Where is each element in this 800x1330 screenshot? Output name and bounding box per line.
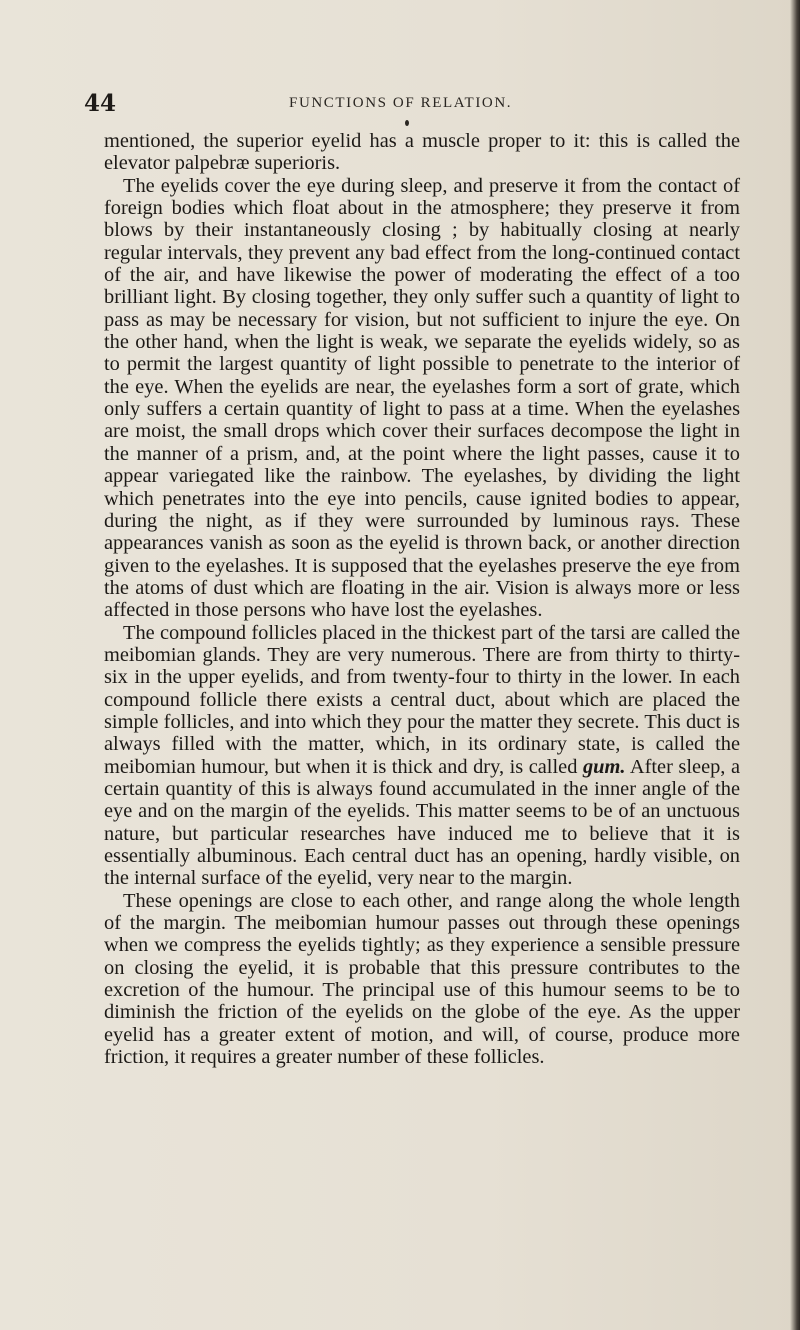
paragraph-4: These openings are close to each other, and range along the whole length of the margin. The meibomian humour passes out through these openings when we compress the eyelids tightly; as they experience a sensible pressure on closing the eyelid, it is probable that this pressure contributes to the excretion of the humour. The principal use of this humour seems to be to diminish the friction of the eyelids on the globe of the eye. As the upper eyelid has a greater extent of motion, and will, of course, produce more friction, it requires a greater number of these follicles. [104,889,740,1069]
body-text [104,130,740,1068]
page-binding-edge [790,0,800,1330]
italic-term-gum: gum. [582,755,626,778]
paragraph-3-part-2: After sleep, a certain quantity of this is always found accumulated in the inner angle of the eye and on the margin of the eyelids. This matter seems to be of an unctuous nature, but particular researches have induced me to believe that it is essentially albuminous. Each central duct has an opening, hardly visible, on the internal surface of the eyelid, very near to the margin. [104,755,740,890]
page-number: 44 [84,90,117,117]
running-title: FUNCTIONS OF RELATION. [289,95,513,111]
paragraph-1: mentioned, the superior eyelid has a muscle proper to it: this is called the elevator palpebræ superioris. [104,130,740,175]
printer-mark [405,120,409,126]
paragraph-3 [104,622,740,890]
paragraph-2: The eyelids cover the eye during sleep, and preserve it from the contact of foreign bodies which float about in the atmosphere; they preserve it from blows by their instantaneously closing ; by habitually closing at nearly regular intervals, they prevent any bad effect from the long-continued contact of the air, and have likewise the power of moderating the effect of a too brilliant light. By closing together, they only suffer such a quantity of light to pass as may be necessary for vision, but not sufficient to injure the eye. On the other hand, when the light is weak, we separate the eyelids widely, so as to permit the largest quantity of light possible to penetrate to the interior of the eye. When the eyelids are near, the eyelashes form a sort of grate, which only suffers a certain quantity of light to pass at a time. When the eyelashes are moist, the small drops which cover their surfaces decompose the light in the manner of a prism, and, at the point where the light passes, cause it to appear variegated like the rainbow. The eyelashes, by dividing the light which penetrates into the eye into pencils, cause ignited bodies to appear, during the night, as if they were surrounded by luminous rays. These appearances vanish as soon as the eyelid is thrown back, or another direction given to the eyelashes. It is supposed that the eyelashes preserve the eye from the atoms of dust which are floating in the air. Vision is always more or less affected in those persons who have lost the eyelashes. [104,174,740,622]
page-header [84,90,740,124]
paragraph-3-part-1: The compound follicles placed in the thickest part of the tarsi are called the meibomian glands. They are very numerous. There are from thirty to thirty-six in the upper eyelids, and from twenty-four to thirty in the lower. In each compound follicle there exists a central duct, about which are placed the simple follicles, and into which they pour the matter they secrete. This duct is always filled with the matter, which, in its ordinary state, is called the meibomian humour, but when it is thick and dry, is called [104,621,740,778]
